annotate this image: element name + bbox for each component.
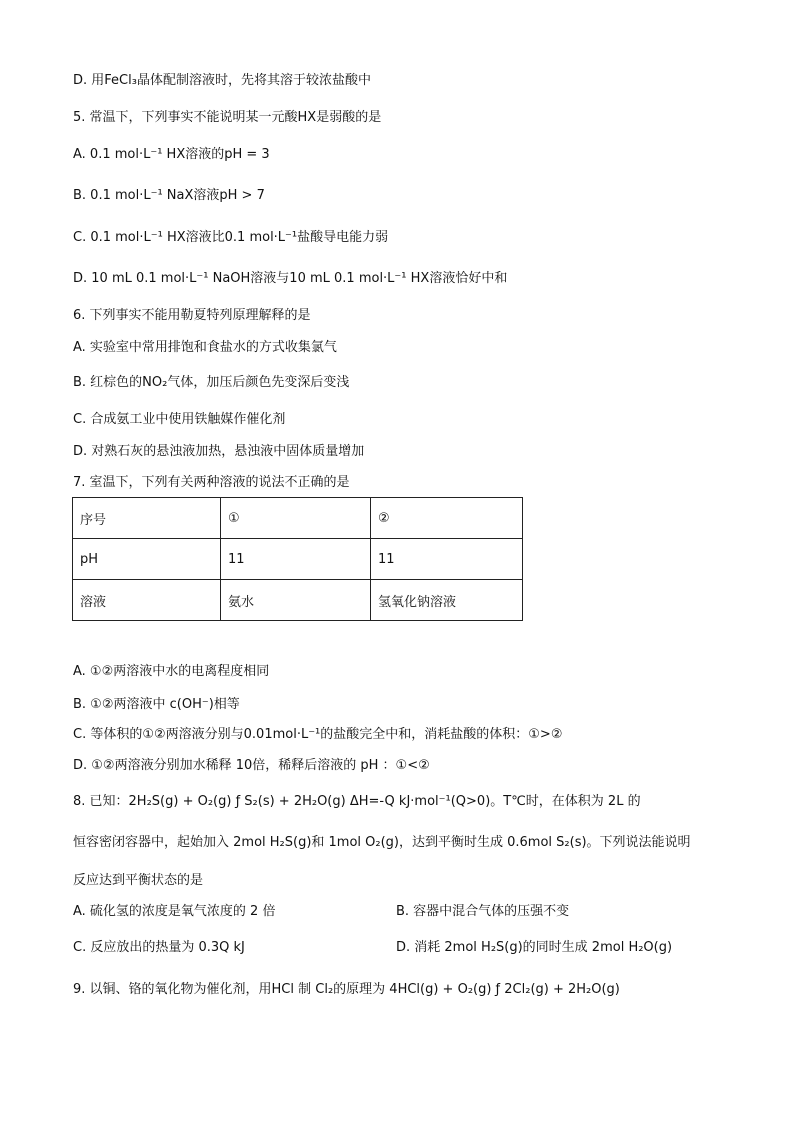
q6-option-c: C. 合成氨工业中使用铁触媒作催化剂 (73, 412, 286, 427)
q6-option-b: B. 红棕色的NO₂气体，加压后颜色先变深后变浅 (73, 375, 350, 390)
table-cell: ① (221, 498, 371, 539)
table-cell: 序号 (73, 498, 221, 539)
q5-option-b: B. 0.1 mol·L⁻¹ NaX溶液pH > 7 (73, 188, 265, 203)
q7-option-c: C. 等体积的①②两溶液分别与0.01mol·L⁻¹的盐酸完全中和，消耗盐酸的体积：①>② (73, 727, 563, 742)
q5-stem: 5. 常温下，下列事实不能说明某一元酸HX是弱酸的是 (73, 110, 382, 125)
q7-stem: 7. 室温下，下列有关两种溶液的说法不正确的是 (73, 475, 350, 490)
table-row (73, 580, 523, 621)
table-cell: ② (371, 498, 523, 539)
q5-option-a: A. 0.1 mol·L⁻¹ HX溶液的pH = 3 (73, 147, 270, 162)
table-cell: 溶液 (73, 580, 221, 621)
q8-option-c: C. 反应放出的热量为 0.3Q kJ (73, 940, 245, 955)
table-row (73, 539, 523, 580)
q7-option-a: A. ①②两溶液中水的电离程度相同 (73, 664, 270, 679)
table-cell: pH (73, 539, 221, 580)
q6-option-a: A. 实验室中常用排饱和食盐水的方式收集氯气 (73, 340, 337, 355)
q5-option-d: D. 10 mL 0.1 mol·L⁻¹ NaOH溶液与10 mL 0.1 mol·L⁻¹ HX溶液恰好中和 (73, 271, 508, 286)
table-cell: 氢氧化钠溶液 (371, 580, 523, 621)
q8-option-d: D. 消耗 2mol H₂S(g)的同时生成 2mol H₂O(g) (396, 940, 673, 955)
q9-stem: 9. 以铜、铬的氧化物为催化剂，用HCl 制 Cl₂的原理为 4HCl(g) + O₂(g) ƒ 2Cl₂(g) + 2H₂O(g) (73, 982, 620, 997)
table-cell: 11 (371, 539, 523, 580)
q5-option-c: C. 0.1 mol·L⁻¹ HX溶液比0.1 mol·L⁻¹盐酸导电能力弱 (73, 230, 389, 245)
q4-option-d: D. 用FeCl₃晶体配制溶液时，先将其溶于较浓盐酸中 (73, 73, 371, 88)
q8-stem-line3: 反应达到平衡状态的是 (73, 873, 204, 888)
q8-stem-line2: 恒容密闭容器中，起始加入 2mol H₂S(g)和 1mol O₂(g)，达到平衡时生成 0.6mol S₂(s)。下列说法能说明 (73, 835, 691, 850)
q8-option-a: A. 硫化氢的浓度是氧气浓度的 2 倍 (73, 904, 276, 919)
q7-option-b: B. ①②两溶液中 c(OH⁻)相等 (73, 697, 240, 712)
table-row (73, 498, 523, 539)
table-cell: 11 (221, 539, 371, 580)
q7-table (72, 497, 523, 621)
q6-option-d: D. 对熟石灰的悬浊液加热，悬浊液中固体质量增加 (73, 444, 365, 459)
q6-stem: 6. 下列事实不能用勒夏特列原理解释的是 (73, 308, 311, 323)
q8-option-b: B. 容器中混合气体的压强不变 (396, 904, 570, 919)
table-cell: 氨水 (221, 580, 371, 621)
q8-stem-line1: 8. 已知：2H₂S(g) + O₂(g) ƒ S₂(s) + 2H₂O(g) ΔH=-Q kJ·mol⁻¹(Q>0)。T℃时，在体积为 2L 的 (73, 794, 641, 809)
q7-option-d: D. ①②两溶液分别加水稀释 10倍，稀释后溶液的 pH ：①<② (73, 758, 430, 773)
